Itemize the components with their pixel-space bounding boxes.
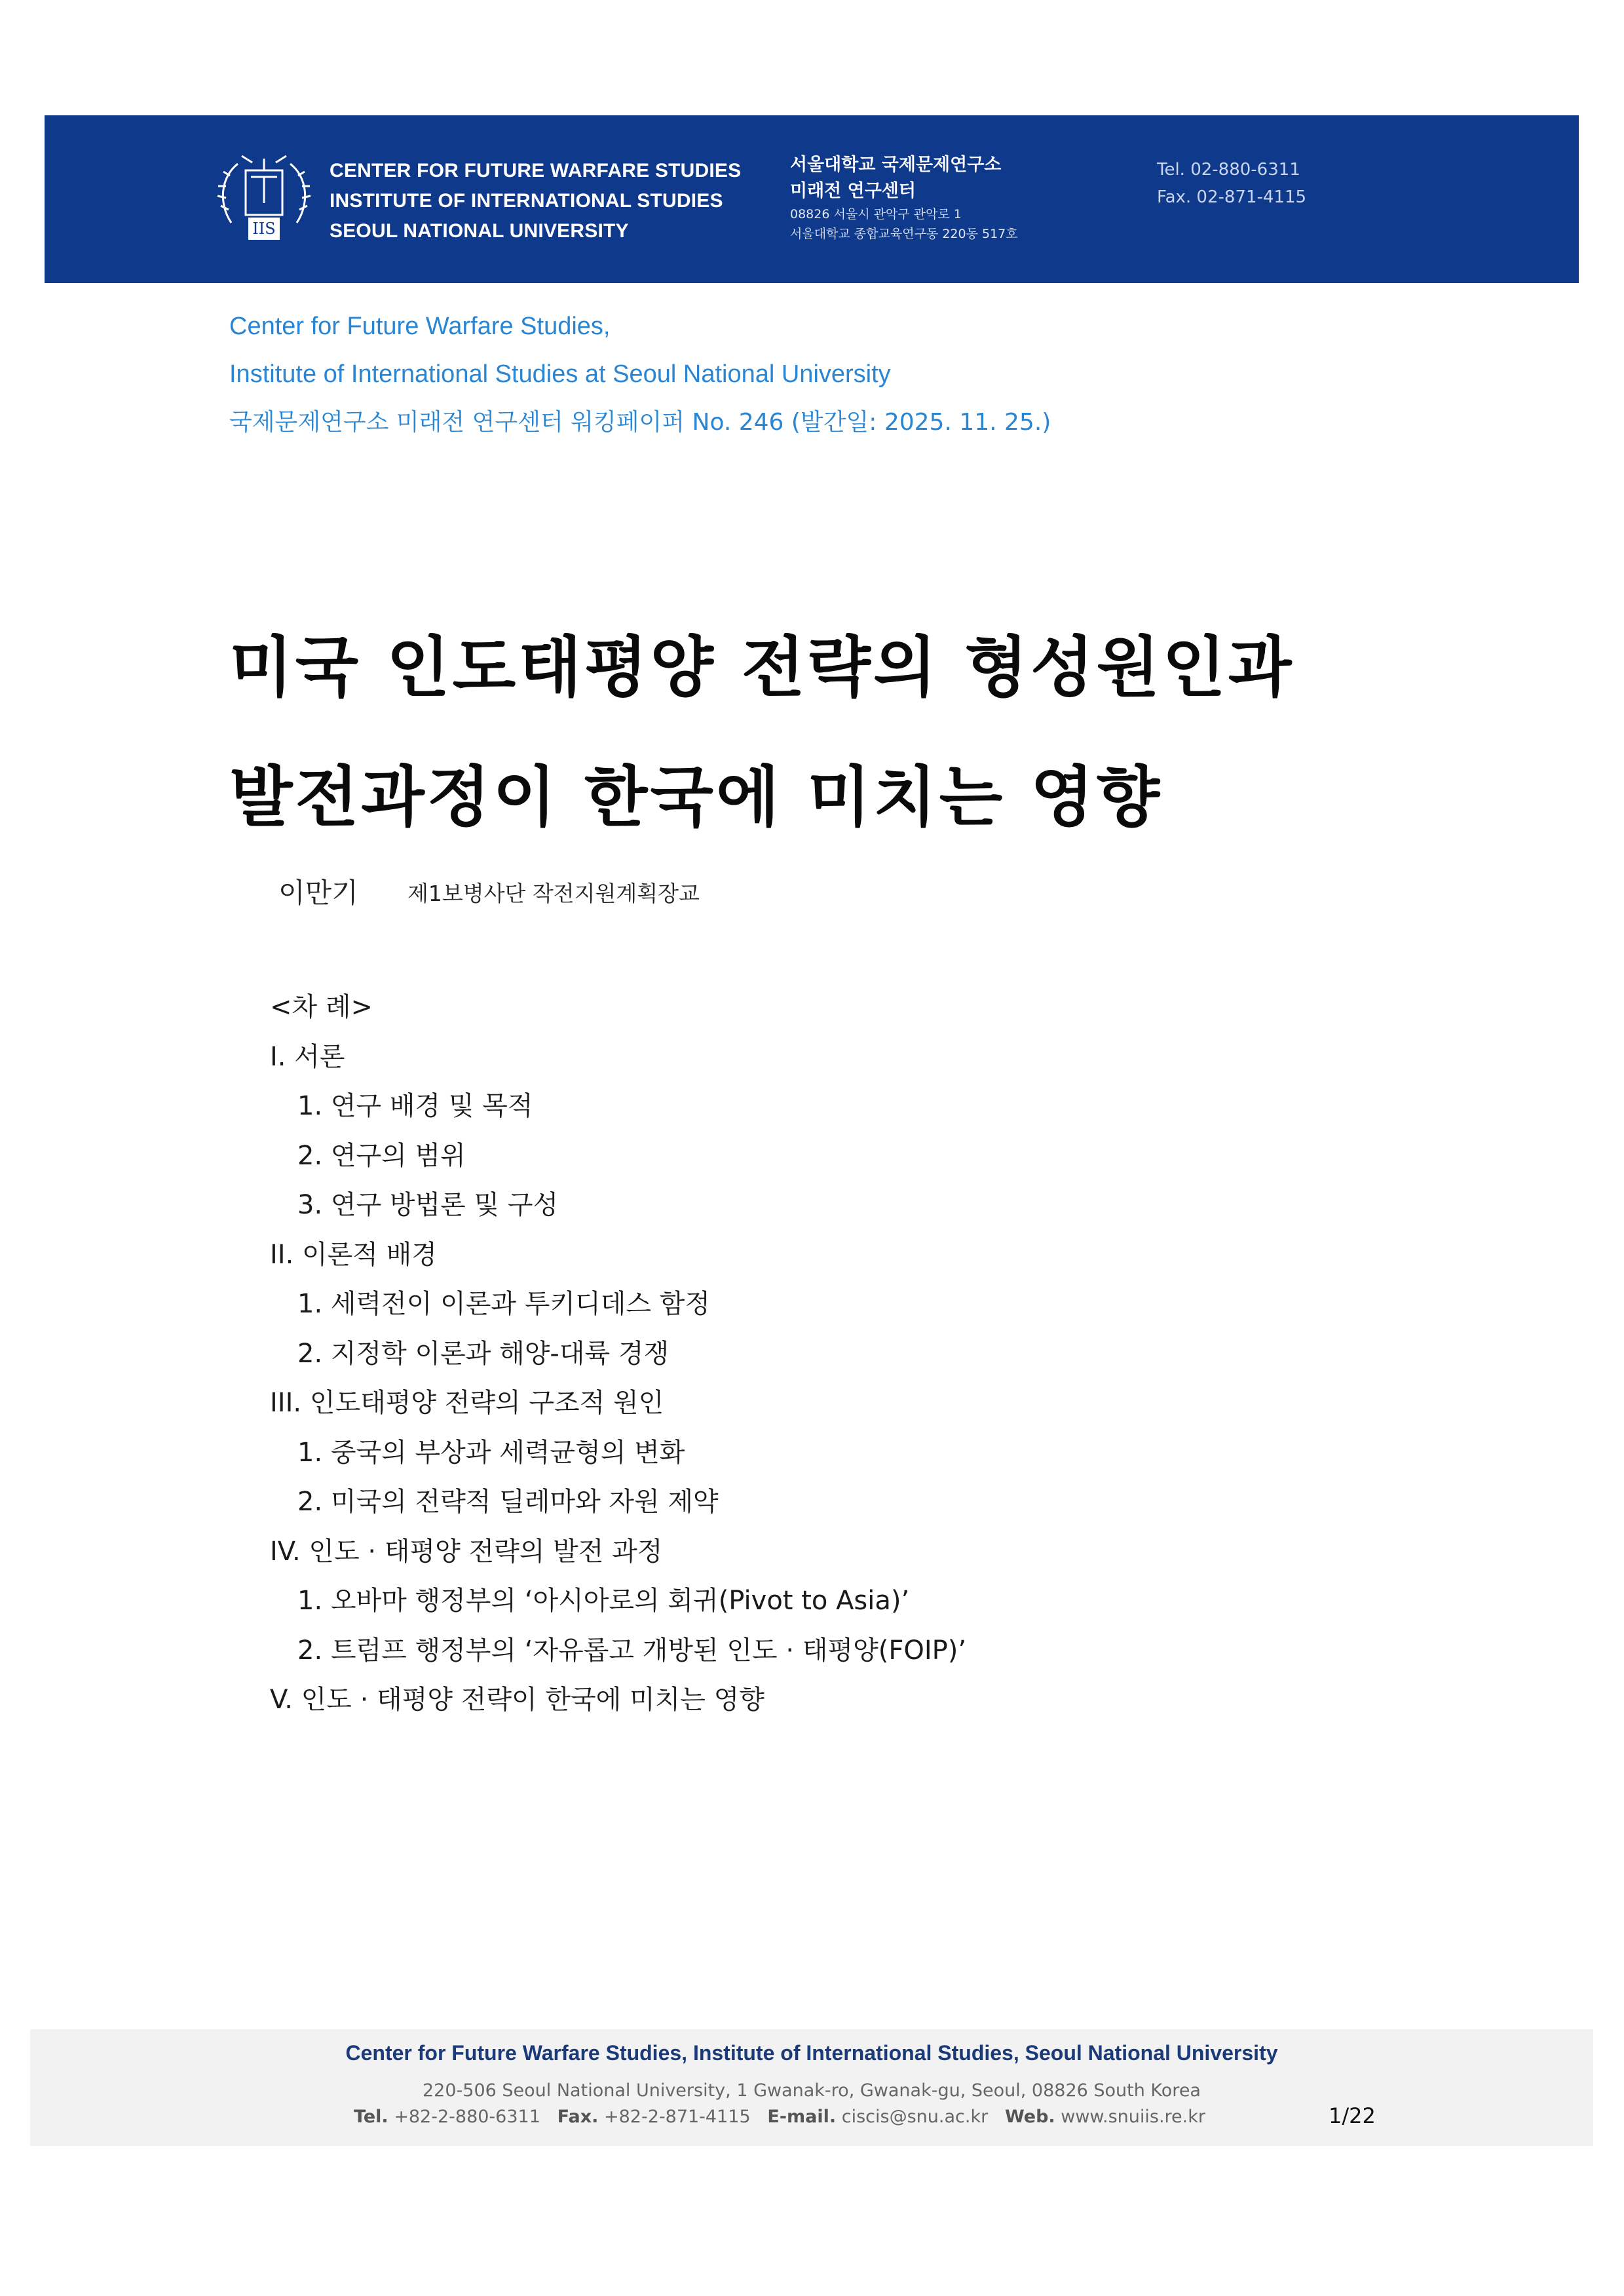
title-line: 발전과정이 한국에 미치는 영향 [229,759,1163,835]
toc-item: 2. 연구의 범위 [297,1140,466,1171]
toc-item: 1. 연구 배경 및 목적 [297,1091,533,1121]
toc-heading: <차 례> [270,992,373,1022]
footer-institution: Center for Future Warfare Studies, Institute of International Studies, Seoul National University [345,2041,1278,2065]
paper-title [229,603,1294,862]
header-fax: Fax. 02-871-4115 [1157,187,1307,207]
institute-name-korean [790,152,1018,244]
email-label: E-mail. [767,2107,837,2127]
korean-center-line: 미래전 연구센터 [790,181,916,201]
title-line: 미국 인도태평양 전략의 형성원인과 [229,629,1294,706]
working-paper-subheading [229,303,1051,446]
toc-item: V. 인도 · 태평양 전략이 한국에 미치는 영향 [270,1685,765,1715]
institute-line: INSTITUTE OF INTERNATIONAL STUDIES [330,190,723,212]
institute-line: SEOUL NATIONAL UNIVERSITY [330,220,629,242]
toc-item: I. 서론 [270,1041,345,1072]
header-contact [1157,156,1306,211]
toc-item: 2. 지정학 이론과 해양-대륙 경쟁 [297,1338,670,1369]
toc-item: III. 인도태평양 전략의 구조적 원인 [270,1388,664,1418]
footer-tel: +82-2-880-6311 [394,2107,540,2127]
footer [30,2029,1593,2146]
toc-item: 1. 중국의 부상과 세력균형의 변화 [297,1437,685,1468]
page-number: 1/22 [1329,2103,1376,2128]
subhead-line: Center for Future Warfare Studies, [229,313,611,340]
footer-address: 220-506 Seoul National University, 1 Gwanak-ro, Gwanak-gu, Seoul, 08826 South Korea [423,2080,1201,2101]
institute-name-english [330,156,741,246]
korean-address-line: 서울대학교 종합교육연구동 220동 517호 [790,227,1018,241]
toc-item: 1. 오바마 행정부의 ‘아시아로의 회귀(Pivot to Asia)’ [297,1586,910,1616]
toc-item: 1. 세력전이 이론과 투키디데스 함정 [297,1289,710,1319]
fax-label: Fax. [557,2107,599,2127]
footer-contact [354,2107,1205,2127]
footer-fax: +82-2-871-4115 [604,2107,751,2127]
tel-label: Tel. [354,2107,388,2127]
korean-institute-line: 서울대학교 국제문제연구소 [790,155,1002,175]
footer-web-link[interactable]: www.snuiis.re.kr [1061,2107,1205,2127]
author-name: 이만기 [278,877,358,909]
toc-item: 3. 연구 방법론 및 구성 [297,1190,559,1220]
toc-item: II. 이론적 배경 [270,1239,437,1270]
footer-email-link[interactable]: ciscis@snu.ac.kr [841,2107,989,2127]
toc-item: IV. 인도 · 태평양 전략의 발전 과정 [270,1536,663,1567]
institute-line: CENTER FOR FUTURE WARFARE STUDIES [330,160,742,182]
korean-address-line: 08826 서울시 관악구 관악로 1 [790,207,962,221]
working-paper-number: 국제문제연구소 미래전 연구센터 워킹페이퍼 No. 246 (발간일: 2025. 11. 25.) [229,409,1051,436]
subhead-line: Institute of International Studies at Seoul National University [229,360,891,388]
logo-text: IIS [252,220,276,238]
header-tel: Tel. 02-880-6311 [1157,160,1300,180]
table-of-contents [270,983,966,1725]
toc-item: 2. 트럼프 행정부의 ‘자유롭고 개방된 인도 · 태평양(FOIP)’ [297,1635,967,1666]
toc-item: 2. 미국의 전략적 딜레마와 자원 제약 [297,1487,719,1517]
web-label: Web. [1004,2107,1055,2127]
author-affiliation: 제1보병사단 작전지원계획장교 [407,881,700,906]
header-banner [45,115,1579,283]
iis-logo-icon [212,144,316,249]
